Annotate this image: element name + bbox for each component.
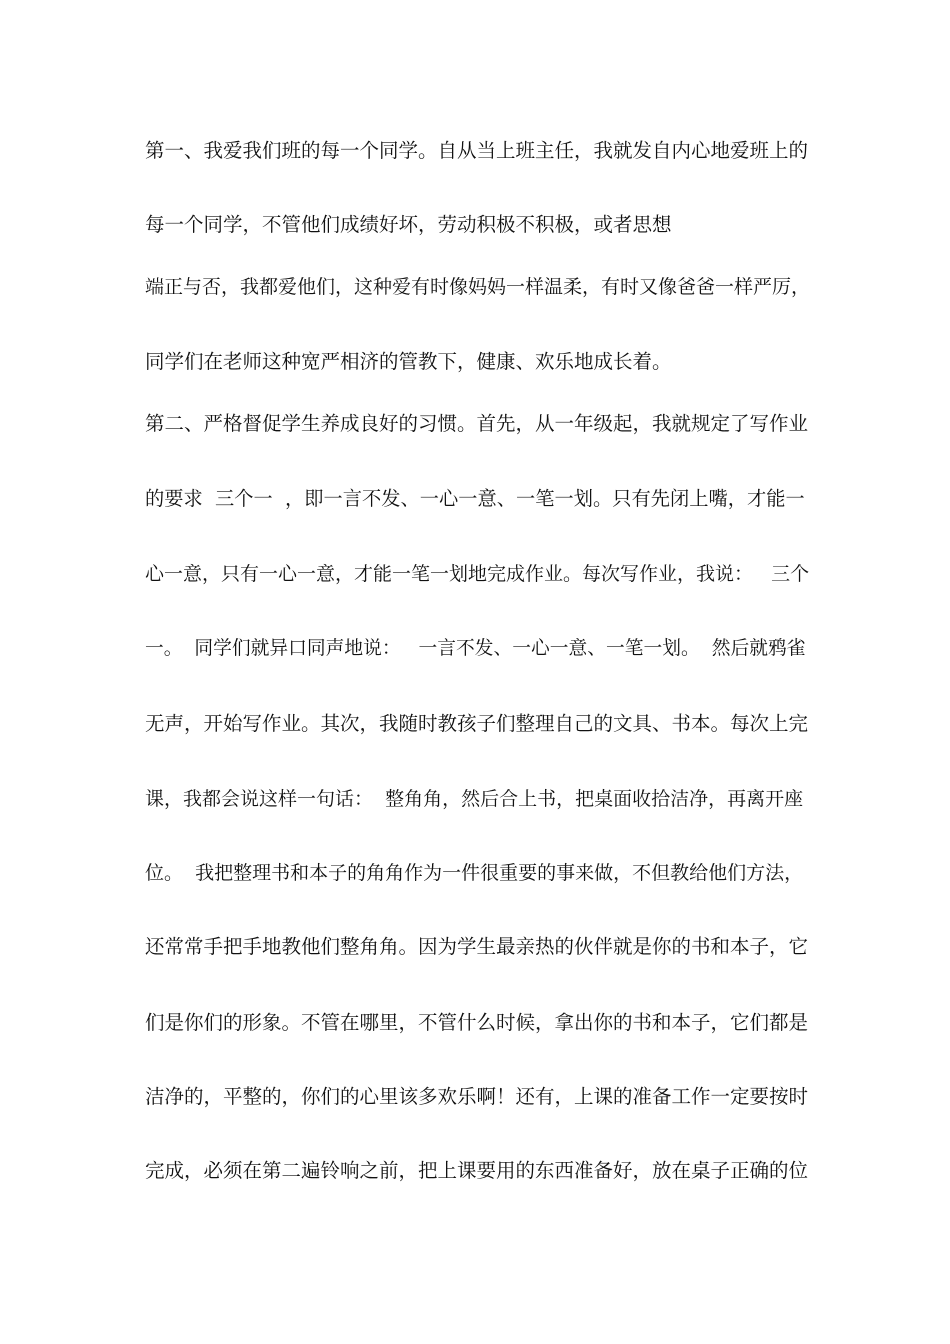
paragraph-line: 一。 同学们就异口同声地说： 一言不发、一心一意、一笔一划。 然后就鸦雀 xyxy=(145,638,806,659)
paragraph-line: 同学们在老师这种宽严相济的管教下，健康、欢乐地成长着。 xyxy=(145,350,672,373)
paragraph-line: 心一意，只有一心一意，才能一笔一划地完成作业。每次写作业，我说： 三个 xyxy=(145,563,810,585)
paragraph-line: 们是你们的形象。不管在哪里，不管什么时候，拿出你的书和本子，它们都是 xyxy=(145,1011,809,1034)
paragraph-line: 位。 我把整理书和本子的角角作为一件很重要的事来做，不但教给他们方法， xyxy=(145,862,804,884)
paragraph-line: 第一、我爱我们班的每一个同学。自从当上班主任，我就发自内心地爱班上的 xyxy=(145,139,809,162)
paragraph-line: 第二、严格督促学生养成良好的习惯。首先，从一年级起，我就规定了写作业 xyxy=(145,412,809,435)
paragraph-line: 端正与否，我都爱他们，这种爱有时像妈妈一样温柔，有时又像爸爸一样严厉， xyxy=(145,276,811,298)
paragraph-line: 无声，开始写作业。其次，我随时教孩子们整理自己的文具、书本。每次上完 xyxy=(145,712,809,735)
paragraph-line: 洁净的，平整的，你们的心里该多欢乐啊！还有，上课的准备工作一定要按时 xyxy=(145,1085,809,1108)
paragraph-line: 完成，必须在第二遍铃响之前，把上课要用的东西准备好，放在桌子正确的位 xyxy=(145,1159,809,1182)
paragraph-line: 课，我都会说这样一句话： 整角角，然后合上书，把桌面收拾洁净，再离开座 xyxy=(145,788,804,810)
paragraph-line: 每一个同学，不管他们成绩好坏，劳动积极不积极，或者思想 xyxy=(145,213,672,236)
paragraph-line: 的要求 三个一 ，即一言不发、一心一意、一笔一划。只有先闭上嘴，才能一 xyxy=(145,487,805,510)
paragraph-line: 还常常手把手地教他们整角角。因为学生最亲热的伙伴就是你的书和本子，它 xyxy=(145,935,809,958)
